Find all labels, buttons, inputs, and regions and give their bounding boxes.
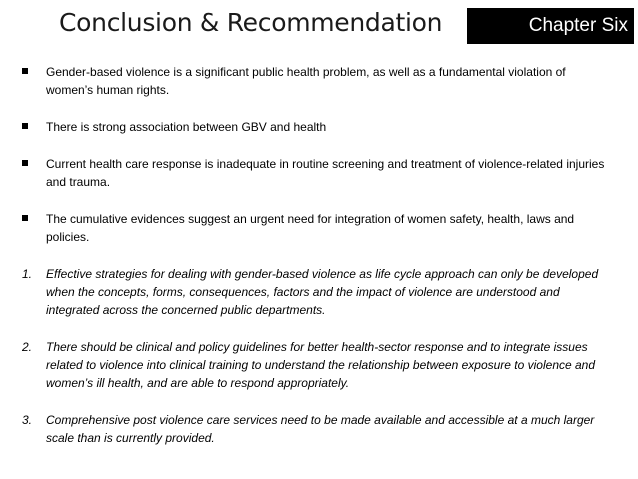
recommendation-list	[0, 265, 638, 447]
recommendation-number: 1.	[22, 267, 33, 281]
square-bullet-icon	[22, 215, 28, 221]
square-bullet-icon	[22, 68, 28, 74]
chapter-tag: Chapter Six	[467, 8, 634, 44]
bullet-text: Gender-based violence is a significant public health problem, as well as a fundamental violation of women’s human rights.	[46, 65, 566, 97]
bullet-list	[0, 63, 638, 246]
slide-title: Conclusion & Recommendation	[59, 8, 443, 37]
recommendation-text: Comprehensive post violence care services need to be made available and accessible at a much larger scale than is currently provided.	[46, 413, 595, 445]
recommendation-number: 3.	[22, 413, 33, 427]
recommendation-item	[0, 338, 638, 392]
bullet-text: The cumulative evidences suggest an urgent need for integration of women safety, health, laws and policies.	[46, 212, 575, 244]
recommendation-item	[0, 411, 638, 447]
slide-content	[0, 63, 638, 466]
recommendation-number: 2.	[22, 340, 33, 354]
bullet-text: There is strong association between GBV and health	[46, 120, 327, 134]
square-bullet-icon	[22, 123, 28, 129]
recommendation-item	[0, 265, 638, 319]
bullet-item	[0, 63, 638, 99]
bullet-item	[0, 118, 638, 136]
bullet-item	[0, 155, 638, 191]
recommendation-text: Effective strategies for dealing with gender-based violence as life cycle approach can only be developed when the concepts, forms, consequences, factors and the impact of violence are understood and integrated across the concerned public departments.	[46, 267, 599, 317]
square-bullet-icon	[22, 160, 28, 166]
bullet-text: Current health care response is inadequate in routine screening and treatment of violence-related injuries and trauma.	[46, 157, 605, 189]
recommendation-text: There should be clinical and policy guidelines for better health-sector response and to integrate issues related to violence into clinical training to understand the relationship between exposure to violence and women’s ill health, and are able to respond appropriately.	[46, 340, 596, 390]
bullet-item	[0, 210, 638, 246]
